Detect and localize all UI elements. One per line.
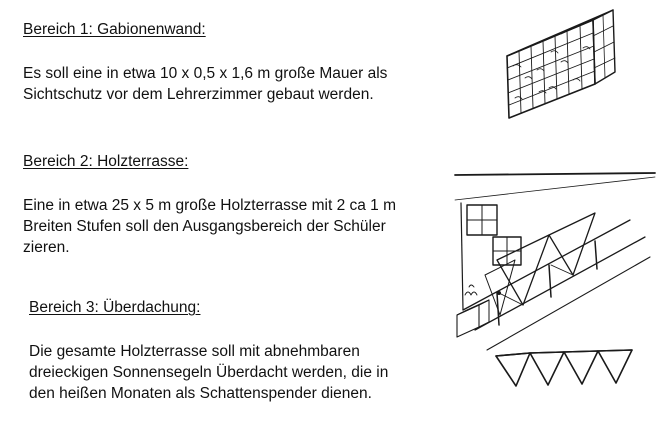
section-1-text — [23, 63, 387, 105]
section-3-line: Die gesamte Holzterrasse soll mit abnehmbaren — [29, 343, 360, 360]
section-2-line: Eine in etwa 25 x 5 m große Holzterrasse mit 2 ca 1 m — [23, 197, 397, 214]
sun-sail-sketch — [490, 342, 640, 392]
section-3-heading: Bereich 3: Überdachung: — [29, 299, 201, 316]
gabion-wall-sketch — [495, 8, 645, 120]
section-3-line: den heißen Monaten als Schattenspender dienen. — [29, 385, 372, 402]
section-2-heading: Bereich 2: Holzterrasse: — [23, 153, 189, 170]
section-3-line: dreieckigen Sonnensegeln Überdacht werden, die in — [29, 364, 389, 381]
section-1-line: Sichtschutz vor dem Lehrerzimmer gebaut werden. — [23, 86, 374, 103]
wooden-terrace-sketch — [445, 165, 660, 365]
section-2-text — [23, 195, 396, 258]
section-2-line: zieren. — [23, 239, 70, 256]
section-3-text — [29, 341, 388, 404]
section-2-line: Breiten Stufen soll den Ausgangsbereich der Schüler — [23, 218, 386, 235]
section-1-heading: Bereich 1: Gabionenwand: — [23, 21, 206, 38]
section-1-line: Es soll eine in etwa 10 x 0,5 x 1,6 m große Mauer als — [23, 65, 388, 82]
